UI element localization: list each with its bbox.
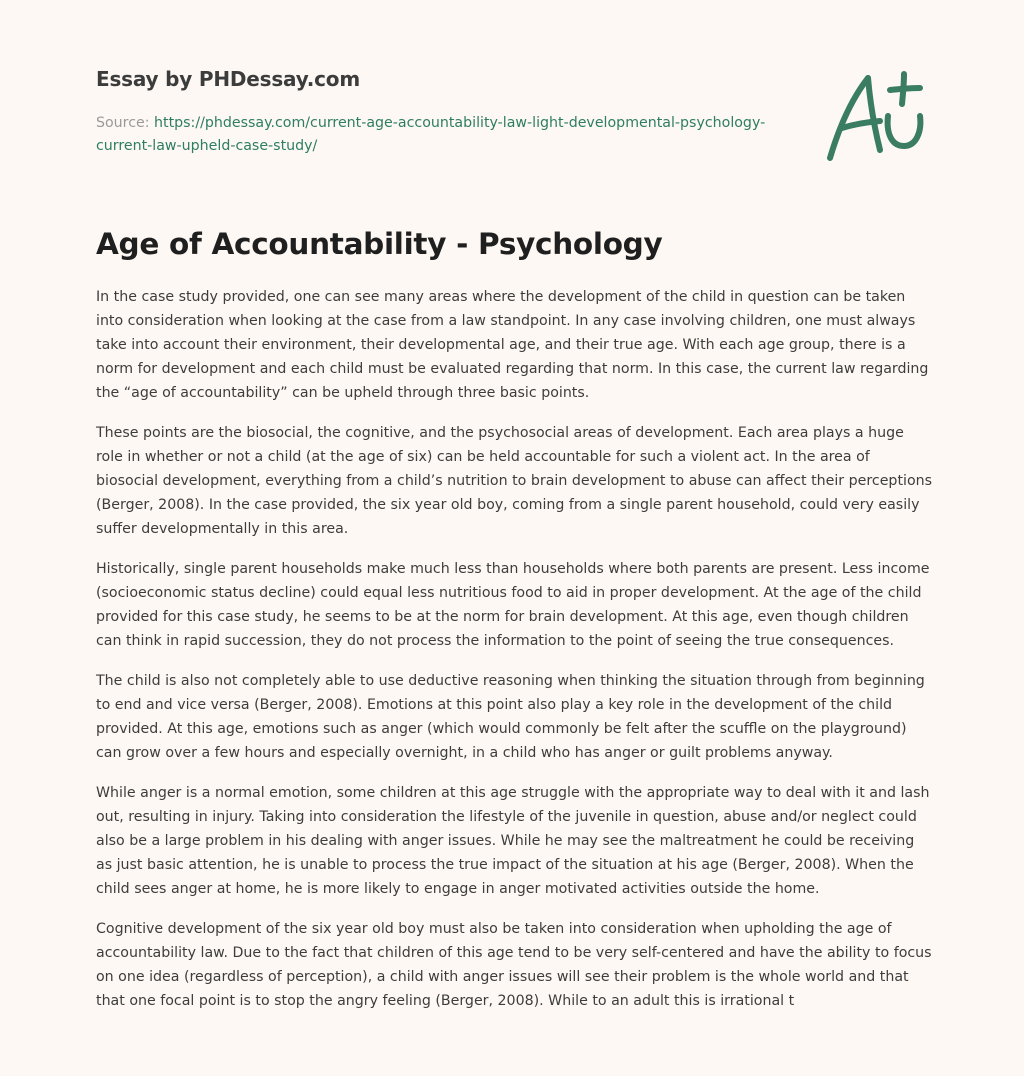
site-brand: Essay by PHDessay.com xyxy=(96,67,360,91)
paragraph: Historically, single parent households make much less than households where both parents are present. Less income (socioeconomic status decline) could equal less nutritious food to aid in proper development. At the age of the child provided for this case study, he seems to be at the norm for brain development. At this age, even though children can think in rapid succession, they do not process the information to the point of seeing the true consequences. xyxy=(96,561,930,649)
paragraph: The child is also not completely able to use deductive reasoning when thinking the situation through from beginning to end and vice versa (Berger, 2008). Emotions at this point also play a key role in the development of the child provided. At this age, emotions such as anger (which would commonly be felt after the scuffle on the playground) can grow over a few hours and especially overnight, in a child who has anger or guilt problems anyway. xyxy=(96,673,925,761)
paragraph: Cognitive development of the six year old boy must also be taken into consideration when upholding the age of accountability law. Due to the fact that children of this age tend to be very self-centered and have the ability to focus on one idea (regardless of perception), a child with anger issues will see their problem is the whole world and that that one focal point is to stop the angry feeling (Berger, 2008). While to an adult this is irrational t xyxy=(96,921,932,1009)
article-body xyxy=(96,285,932,1029)
paragraph: While anger is a normal emotion, some children at this age struggle with the appropriate way to deal with it and lash out, resulting in injury. Taking into consideration the lifestyle of the juvenile in question, abuse and/or neglect could also be a large problem in his dealing with anger issues. While he may see the maltreatment he could be receiving as just basic attention, he is unable to process the true impact of the situation at his age (Berger, 2008). When the child sees anger at home, he is more likely to engage in anger motivated activities outside the home. xyxy=(96,785,930,897)
source-line xyxy=(96,112,796,157)
article-title: Age of Accountability - Psychology xyxy=(96,227,663,261)
source-label: Source: xyxy=(96,115,155,131)
paragraph: In the case study provided, one can see many areas where the development of the child in question can be taken into consideration when looking at the case from a law standpoint. In any case involving children, one must always take into account their environment, their developmental age, and their true age. With each age group, there is a norm for development and each child must be evaluated regarding that norm. In this case, the current law regarding the “age of accountability” can be upheld through three basic points. xyxy=(96,289,929,401)
source-link[interactable]: https://phdessay.com/current-age-accountability-law-light-developmental-psychology-current-law-upheld-case-study/ xyxy=(96,115,766,154)
page-header xyxy=(96,66,796,157)
a-plus-logo-icon xyxy=(820,66,930,166)
paragraph: These points are the biosocial, the cognitive, and the psychosocial areas of development. Each area plays a huge role in whether or not a child (at the age of six) can be held accountable for such a violent act. In the area of biosocial development, everything from a child’s nutrition to brain development to abuse can affect their perceptions (Berger, 2008). In the case provided, the six year old boy, coming from a single parent household, could very easily suffer developmentally in this area. xyxy=(96,425,933,537)
